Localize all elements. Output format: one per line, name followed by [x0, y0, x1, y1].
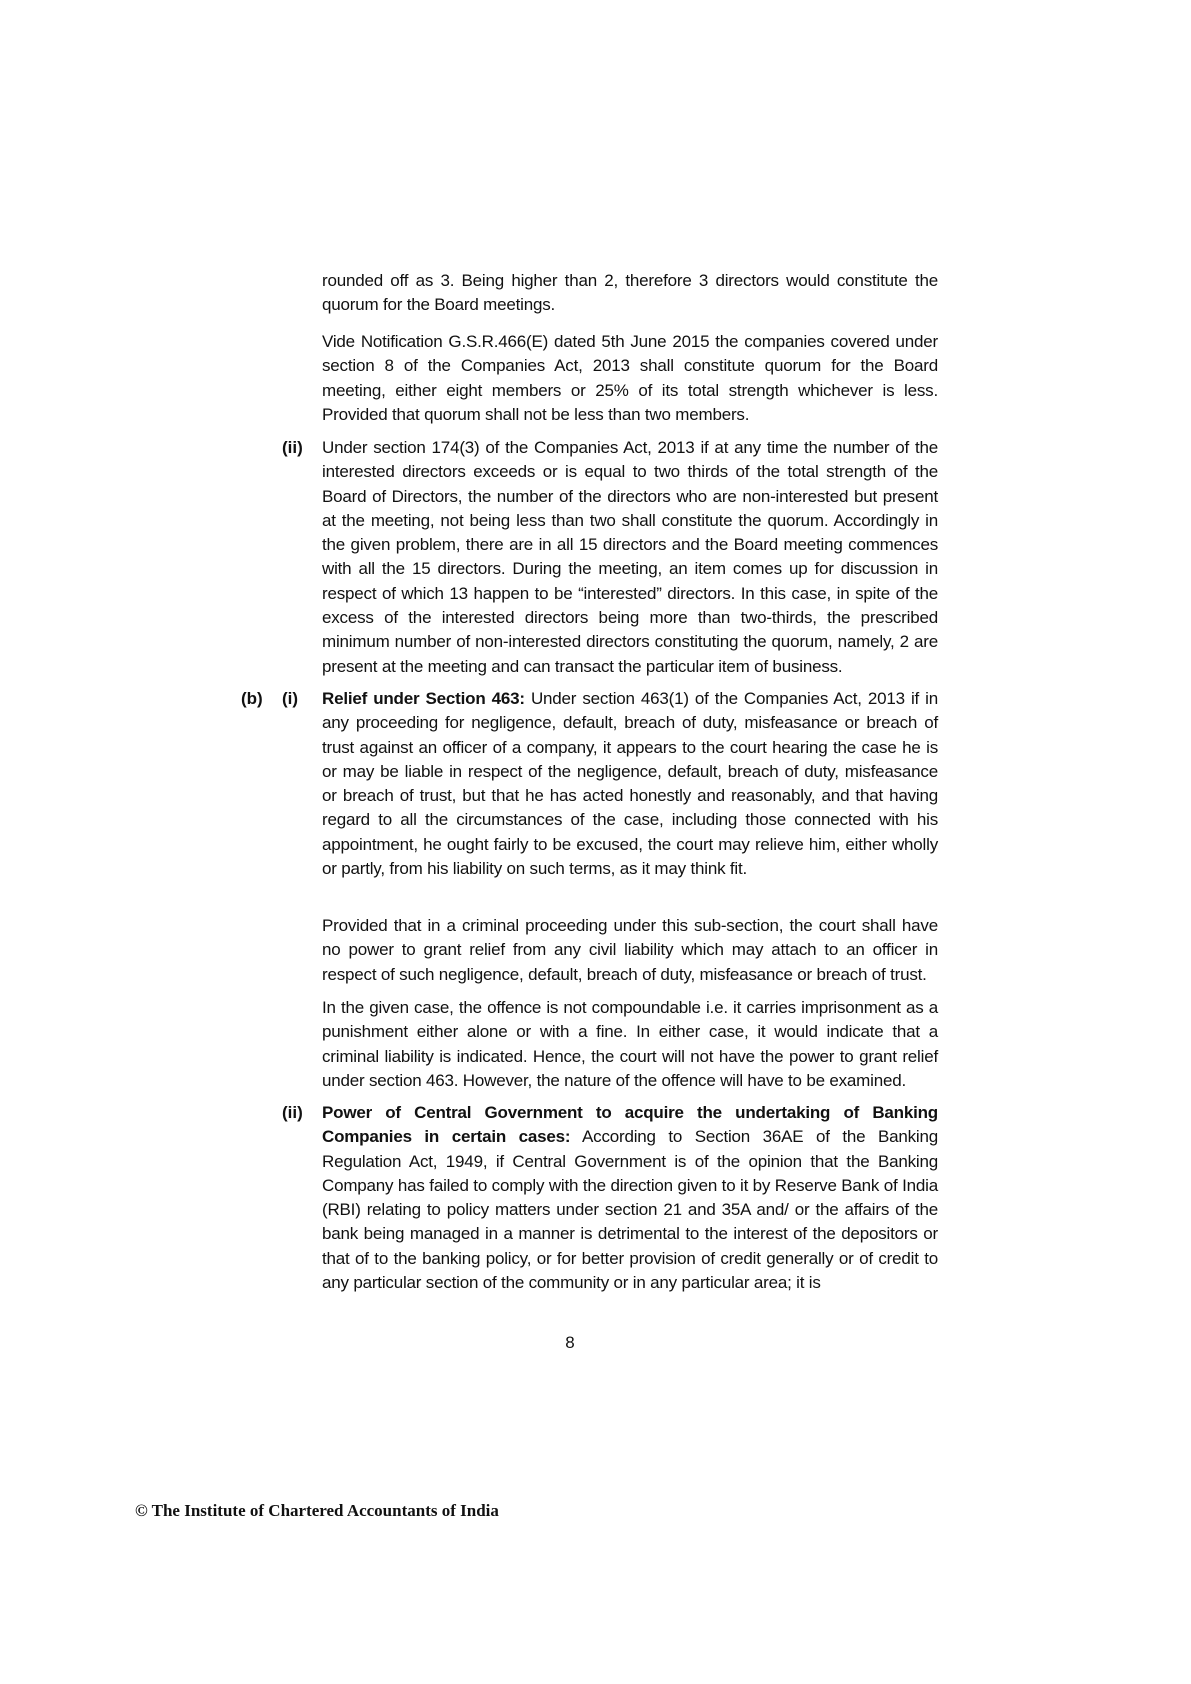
paragraph-relief-463 [322, 687, 938, 881]
item-marker-a-ii: (ii) [282, 438, 303, 457]
item-marker-b-i: (i) [282, 689, 299, 708]
paragraph-quorum-rounding: rounded off as 3. Being higher than 2, therefore 3 directors would constitute the quorum for the Board meetings. [322, 271, 938, 315]
heading-relief-463: Relief under Section 463: [322, 689, 525, 708]
paragraph-central-government [322, 1101, 938, 1295]
footer-copyright: © The Institute of Chartered Accountants of India [135, 1501, 499, 1520]
item-marker-b-ii: (ii) [282, 1103, 303, 1122]
paragraph-proviso: Provided that in a criminal proceeding under this sub-section, the court shall have no power to grant relief from any civil liability which may attach to an officer in respect of such negligence, default, breach of duty, misfeasance or breach of trust. [322, 916, 938, 984]
text-central-government: According to Section 36AE of the Banking Regulation Act, 1949, if Central Government is of the opinion that the Banking Company has failed to comply with the direction given to it by Reserve Bank of India (RBI) relating to policy matters under section 21 and 35A and/ or the affairs of the bank being managed in a manner is detrimental to the interest of the depositors or that of to the banking policy, or for better provision of credit generally or of credit to any particular section of the community or in any particular area; it is [322, 1127, 938, 1293]
section-marker-b: (b) [241, 689, 263, 708]
heading-central-government: Power of Central Government to acquire the undertaking of Banking Companies in certain cases: [322, 1103, 938, 1147]
page-number: 8 [565, 1333, 575, 1352]
paragraph-section-174: Under section 174(3) of the Companies Act, 2013 if at any time the number of the interested directors exceeds or is equal to two thirds of the total strength of the Board of Directors, the number of the directors who are non-interested but present at the meeting, not being less than two shall constitute the quorum. Accordingly in the given problem, there are in all 15 directors and the Board meeting commences with all the 15 directors. During the meeting, an item comes up for discussion in respect of which 13 happen to be “interested” directors. In this case, in spite of the excess of the interested directors being more than two-thirds, the prescribed minimum number of non-interested directors constituting the quorum, namely, 2 are present at the meeting and can transact the particular item of business. [322, 438, 938, 676]
paragraph-conclusion: In the given case, the offence is not compoundable i.e. it carries imprisonment as a punishment either alone or with a fine. In either case, it would indicate that a criminal liability is indicated. Hence, the court will not have the power to grant relief under section 463. However, the nature of the offence will have to be examined. [322, 998, 938, 1090]
text-relief-463: Under section 463(1) of the Companies Act, 2013 if in any proceeding for negligence, default, breach of duty, misfeasance or breach of trust against an officer of a company, it appears to the court hearing the case he is or may be liable in respect of the negligence, default, breach of duty, misfeasance or breach of trust, but that he has acted honestly and reasonably, and that having regard to all the circumstances of the case, including those connected with his appointment, he ought fairly to be excused, the court may relieve him, either wholly or partly, from his liability on such terms, as it may think fit. [322, 689, 938, 879]
paragraph-notification: Vide Notification G.S.R.466(E) dated 5th June 2015 the companies covered under section 8 of the Companies Act, 2013 shall constitute quorum for the Board meeting, either eight members or 25% of its total strength whichever is less. Provided that quorum shall not be less than two members. [322, 332, 938, 424]
